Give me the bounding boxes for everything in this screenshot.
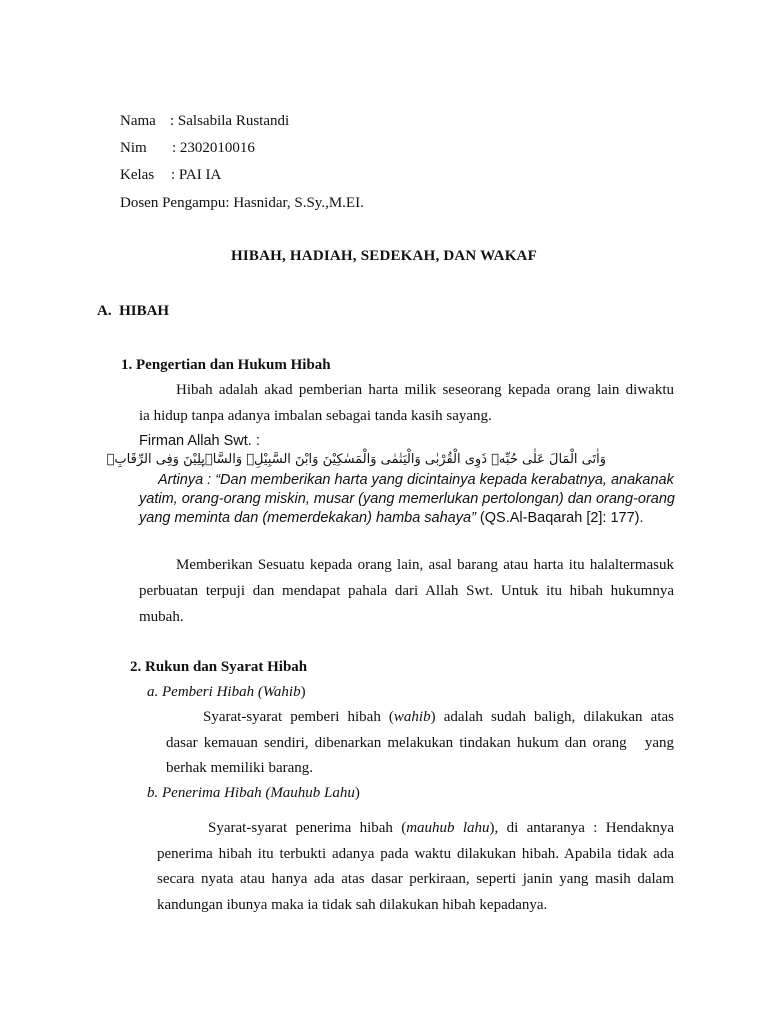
item-b-heading bbox=[147, 785, 360, 802]
item-a-line1 bbox=[203, 709, 674, 726]
artinya-line3: yang meminta dan (memerdekakan) hamba sahaya” bbox=[139, 510, 476, 526]
arabic-verse: وَاٰتَى الْمَالَ عَلٰى حُبِّهٖ ذَوِى الْقُرْبٰى وَالْيَتٰمٰى وَالْمَسٰكِيْنَ وَابْنَ السَّبِيْلِۙ وَالسَّاۤىِٕلِيْنَ وَفِى الرِّقَابِۚ bbox=[106, 452, 606, 467]
artinya-line1: Artinya : “Dan memberikan harta yang dicintainya kepada kerabatnya, anakanak bbox=[158, 472, 674, 488]
item-a-prefix: a. Pemberi Hibah ( bbox=[147, 684, 263, 700]
item-a-line2: dasar kemauan sendiri, dibenarkan melakukan tindakan hukum dan orang yang bbox=[166, 735, 674, 751]
document-title: HIBAH, HADIAH, SEDEKAH, DAN WAKAF bbox=[231, 248, 537, 264]
item-a-line1-post: ) adalah sudah baligh, dilakukan atas bbox=[430, 709, 674, 725]
item-a-line1-term: wahib bbox=[393, 709, 431, 725]
artinya-reference: (QS.Al-Baqarah [2]: 177). bbox=[475, 510, 644, 526]
item-b-term: Mauhub Lahu bbox=[270, 785, 355, 801]
para1-line2: ia hidup tanpa adanya imbalan sebagai tanda kasih sayang. bbox=[139, 408, 492, 424]
sub1-heading: 1. Pengertian dan Hukum Hibah bbox=[121, 357, 331, 373]
item-b-line1-pre: Syarat-syarat penerima hibah ( bbox=[208, 820, 407, 836]
item-a-heading bbox=[147, 684, 306, 701]
item-b-line3: secara nyata atau hanya ada atas dasar perkiraan, seperti janin yang masih dalam bbox=[157, 871, 674, 887]
item-a-term: Wahib bbox=[262, 684, 301, 700]
dosen-row bbox=[120, 195, 364, 212]
kelas-label: Kelas bbox=[120, 167, 155, 183]
item-a-line1-pre: Syarat-syarat pemberi hibah ( bbox=[203, 709, 394, 725]
item-b-line1 bbox=[208, 820, 674, 837]
item-a-line3: berhak memiliki barang. bbox=[166, 760, 314, 776]
item-b-line1-post: ), di antaranya : Hendaknya bbox=[489, 820, 674, 836]
dosen-label: Dosen Pengampu bbox=[120, 195, 226, 211]
kelas-value: : PAI IA bbox=[171, 167, 222, 183]
item-b-line1-term: mauhub lahu bbox=[406, 820, 490, 836]
nim-row bbox=[120, 140, 255, 157]
firman-label: Firman Allah Swt. : bbox=[139, 433, 260, 449]
item-b-line4: kandungan ibunya maka ia tidak sah dilakukan hibah kepadanya. bbox=[157, 897, 548, 913]
item-b-suffix: ) bbox=[354, 785, 360, 801]
section-a-heading: A. HIBAH bbox=[97, 303, 170, 319]
kelas-row bbox=[120, 167, 221, 184]
sub2-heading: 2. Rukun dan Syarat Hibah bbox=[130, 659, 308, 675]
nama-row bbox=[120, 113, 289, 130]
nim-value: : 2302010016 bbox=[172, 140, 255, 156]
item-b-line2: penerima hibah itu terbukti adanya pada waktu dilakukan hibah. Apabila tidak ada bbox=[157, 846, 674, 862]
para2-line2: perbuatan terpuji dan mendapat pahala dari Allah Swt. Untuk itu hibah hukumnya bbox=[139, 583, 674, 599]
nama-value: : Salsabila Rustandi bbox=[170, 113, 290, 129]
item-b-prefix: b. Penerima Hibah ( bbox=[147, 785, 271, 801]
para2-line1: Memberikan Sesuatu kepada orang lain, asal barang atau harta itu halaltermasuk bbox=[176, 557, 674, 573]
nim-label: Nim bbox=[120, 140, 147, 156]
para2-line3: mubah. bbox=[139, 609, 184, 625]
nama-label: Nama bbox=[120, 113, 156, 129]
item-a-suffix: ) bbox=[300, 684, 306, 700]
artinya-line2: yatim, orang-orang miskin, musar (yang memerlukan pertolongan) dan orang-orang bbox=[139, 491, 675, 507]
para1-line1: Hibah adalah akad pemberian harta milik seseorang kepada orang lain diwaktu bbox=[176, 382, 674, 398]
dosen-value: : Hasnidar, S.Sy.,M.EI. bbox=[225, 195, 364, 211]
